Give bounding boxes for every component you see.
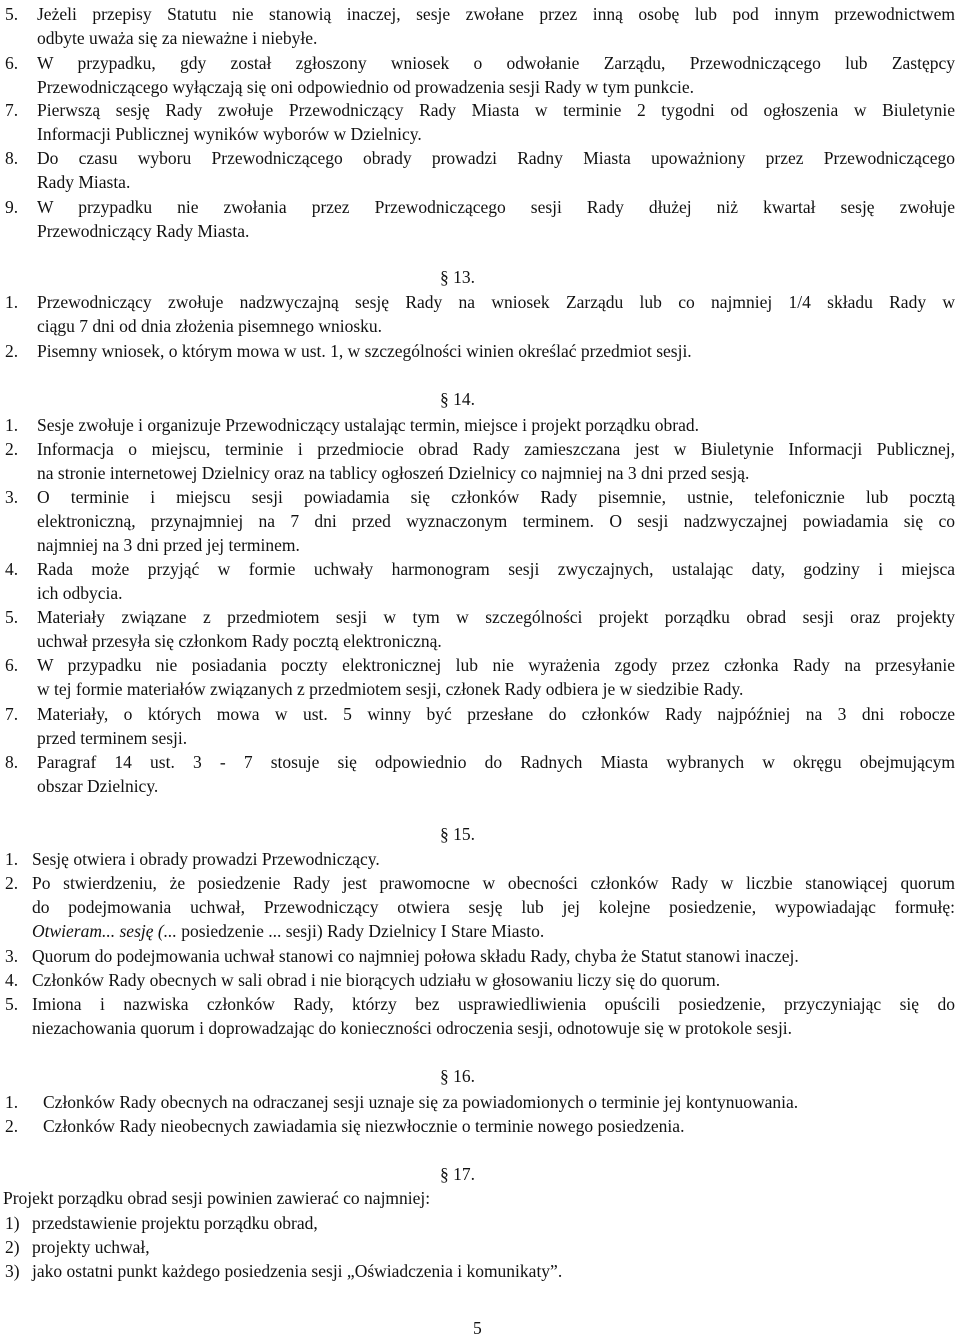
list-item-number: 1) [5, 1213, 20, 1233]
list-item [0, 339, 960, 363]
text-line: Otwieram... sesję (... posiedzenie ... sesji) Rady Dzielnicy I Stare Miasto. [32, 921, 545, 941]
list-item-number: 3. [5, 487, 19, 507]
text-line: Pierwszą sesję Rady zwołuje Przewodniczący Rady Miasta w terminie 2 tygodni od ogłoszenia w Biuletynie [37, 100, 955, 120]
list-item-number: 8. [5, 752, 19, 772]
list-item [0, 51, 960, 99]
list-item [0, 290, 960, 338]
text-line: odbyte uważa się za nieważne i niebyłe. [37, 28, 318, 48]
list-item [0, 1114, 960, 1138]
section-heading: § 13. [440, 267, 475, 287]
list-item [0, 944, 960, 968]
list-item [0, 485, 960, 557]
list-item [0, 98, 960, 146]
text-line: ich odbycia. [37, 583, 123, 603]
list-item-number: 1. [5, 1092, 19, 1112]
list-item [0, 605, 960, 653]
text-line: Informacji Publicznej wyników wyborów w Dzielnicy. [37, 124, 422, 144]
text-line: obszar Dzielnicy. [37, 776, 159, 796]
list-item-number: 6. [5, 655, 19, 675]
list-item-number: 5. [5, 994, 19, 1014]
list-item [0, 2, 960, 50]
list-item [0, 750, 960, 798]
text-line: Sesję otwiera i obrady prowadzi Przewodniczący. [32, 849, 380, 869]
text-line: ciągu 7 dni od dnia złożenia pisemnego wniosku. [37, 316, 383, 336]
list-item-number: 1. [5, 292, 19, 312]
list-item-number: 4. [5, 970, 19, 990]
list-item-number: 6. [5, 53, 19, 73]
list-item-number: 5. [5, 607, 19, 627]
list-item [0, 413, 960, 437]
text-line: Pisemny wniosek, o którym mowa w ust. 1, w szczególności winien określać przedmiot sesji. [37, 341, 692, 361]
list-item [0, 992, 960, 1040]
list-item-number: 2. [5, 873, 19, 893]
text-line: Sesje zwołuje i organizuje Przewodniczący ustalając termin, miejsce i projekt porządku obrad. [37, 415, 700, 435]
list-item-number: 1. [5, 849, 19, 869]
list-item [0, 1235, 960, 1259]
list-item [0, 1211, 960, 1235]
list-item-number: 8. [5, 148, 19, 168]
text-line: Rady Miasta. [37, 172, 131, 192]
text-line: przedstawienie projektu porządku obrad, [32, 1213, 318, 1233]
text-line: Członków Rady nieobecnych zawiadamia się niezwłocznie o terminie nowego posiedzenia. [43, 1116, 685, 1136]
text-line: elektroniczną, przynajmniej na 7 dni przed wyznaczonym terminem. O sesji nadzwyczajnej powiadamia się co [37, 511, 955, 531]
list-item-number: 5. [5, 4, 19, 24]
list-item [0, 195, 960, 243]
list-item [0, 871, 960, 943]
text-line: O terminie i miejscu sesji powiadamia się członków Rady pisemnie, ustnie, telefonicznie lub pocztą [37, 487, 955, 507]
text-line: niezachowania quorum i doprowadzając do konieczności odroczenia sesji, odnotowuje się w protokole sesji. [32, 1018, 793, 1038]
text-line: W przypadku nie zwołania przez Przewodniczącego sesji Rady dłużej niż kwartał sesję zwołuje [37, 197, 955, 217]
list-item [0, 557, 960, 605]
list-item [0, 1259, 960, 1283]
text-line: uchwał przesyła się członkom Rady pocztą elektroniczną. [37, 631, 442, 651]
list-item [0, 847, 960, 871]
list-item [0, 146, 960, 194]
text-line: Rada może przyjąć w formie uchwały harmonogram sesji zwyczajnych, ustalając daty, godziny i miejsca [37, 559, 955, 579]
text-line: najmniej na 3 dni przed jej terminem. [37, 535, 300, 555]
list-item-number: 7. [5, 100, 19, 120]
list-item [0, 653, 960, 701]
text-line: do podejmowania uchwał, Przewodniczący otwiera sesję lub jej kolejne posiedzenie, wypowiadając formułę: [32, 897, 955, 917]
text-line: Quorum do podejmowania uchwał stanowi co najmniej połowa składu Rady, chyba że Statut stanowi inaczej. [32, 946, 799, 966]
list-item-number: 3) [5, 1261, 20, 1281]
text-line: Materiały, o których mowa w ust. 5 winny być przesłane do członków Rady najpóźniej na 3 dni robocze [37, 704, 955, 724]
text-line: jako ostatni punkt każdego posiedzenia sesji „Oświadczenia i komunikaty”. [32, 1261, 563, 1281]
text-line: Przewodniczący Rady Miasta. [37, 221, 250, 241]
text-line: Członków Rady obecnych na odraczanej sesji uznaje się za powiadomionych o terminie jej kontynuowania. [43, 1092, 799, 1112]
section-heading: § 14. [440, 389, 475, 409]
text-line: Informacja o miejscu, terminie i przedmiocie obrad Rady zamieszczana jest w Biuletynie Informacji Publicznej, [37, 439, 955, 459]
text-line: w tej formie materiałów związanych z przedmiotem sesji, członek Rady odbiera je w siedzibie Rady. [37, 679, 744, 699]
list-item-number: 3. [5, 946, 19, 966]
text-line: Do czasu wyboru Przewodniczącego obrady prowadzi Radny Miasta upoważniony przez Przewodniczącego [37, 148, 955, 168]
page-number: 5 [473, 1318, 482, 1338]
text-line: Po stwierdzeniu, że posiedzenie Rady jest prawomocne w obecności członków Rady w liczbie stanowiącej quorum [32, 873, 955, 893]
text-line: na stronie internetowej Dzielnicy oraz na tablicy ogłoszeń Dzielnicy co najmniej na 3 dni przed sesją. [37, 463, 750, 483]
text-line: W przypadku nie posiadania poczty elektronicznej lub nie wyrażenia zgody przez członka Rady na przesyłanie [37, 655, 955, 675]
text-line: Materiały związane z przedmiotem sesji w tym w szczególności projekt porządku obrad sesji oraz projekty [37, 607, 955, 627]
text-line: Paragraf 14 ust. 3 - 7 stosuje się odpowiednio do Radnych Miasta wybranych w okręgu obejmującym [37, 752, 955, 772]
text-line: Jeżeli przepisy Statutu nie stanowią inaczej, sesje zwołane przez inną osobę lub pod innym przewodnictwem [37, 4, 955, 24]
text-line: Przewodniczącego wyłączają się oni odpowiednio od prowadzenia sesji Rady w tym punkcie. [37, 77, 695, 97]
list-item-number: 2) [5, 1237, 20, 1257]
list-item [0, 437, 960, 485]
list-item-number: 7. [5, 704, 19, 724]
text-line: W przypadku, gdy został zgłoszony wniosek o odwołanie Zarządu, Przewodniczącego lub Zastępcy [37, 53, 955, 73]
text-line: przed terminem sesji. [37, 728, 188, 748]
section-heading: § 15. [440, 824, 475, 844]
list-item-number: 2. [5, 439, 19, 459]
list-item-number: 1. [5, 415, 19, 435]
paragraph-text: Projekt porządku obrad sesji powinien zawierać co najmniej: [3, 1188, 431, 1208]
list-item [0, 1090, 960, 1114]
section-heading: § 17. [440, 1164, 475, 1184]
text-line: Przewodniczący zwołuje nadzwyczajną sesję Rady na wniosek Zarządu lub co najmniej 1/4 składu Rady w [37, 292, 955, 312]
text-line: Imiona i nazwiska członków Rady, którzy bez usprawiedliwienia opuścili posiedzenie, przyczyniając się do [32, 994, 955, 1014]
list-item-number: 9. [5, 197, 19, 217]
list-item-number: 2. [5, 1116, 19, 1136]
text-line: Członków Rady obecnych w sali obrad i nie biorących udziału w głosowaniu liczy się do quorum. [32, 970, 721, 990]
text-line: projekty uchwał, [32, 1237, 150, 1257]
list-item-number: 2. [5, 341, 19, 361]
section-heading: § 16. [440, 1066, 475, 1086]
list-item-number: 4. [5, 559, 19, 579]
list-item [0, 702, 960, 750]
list-item [0, 968, 960, 992]
